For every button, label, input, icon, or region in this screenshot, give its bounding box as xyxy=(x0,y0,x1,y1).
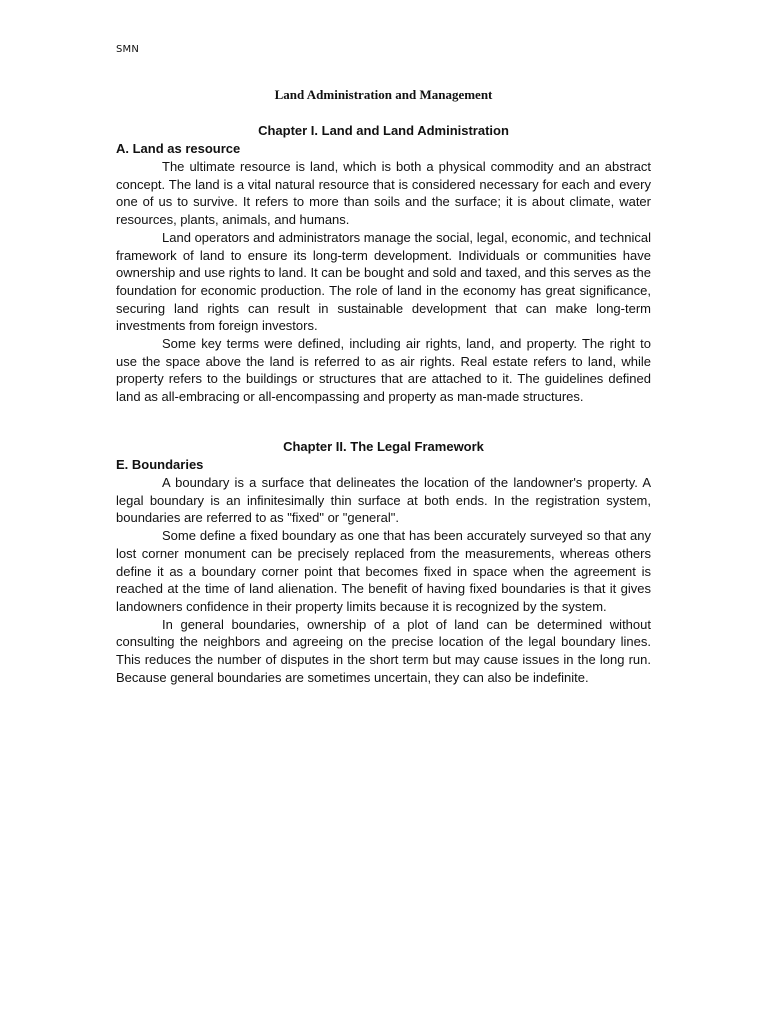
chapter-2-title: Chapter II. The Legal Framework xyxy=(283,439,484,454)
paragraph: The ultimate resource is land, which is both a physical commodity and an abstract concept. The land is a vital natural resource that is considered necessary for each and every one of us to survive. It refers to more than soils and the surface; it is about climate, water resources, plants, animals, and humans. xyxy=(116,159,651,228)
paragraph: Some key terms were defined, including air rights, land, and property. The right to use the space above the land is referred to as air rights. Real estate refers to land, while property refers to the buildings or structures that are attached to it. The guidelines defined land as all-embracing or all-encompassing and property as man-made structures. xyxy=(116,336,651,405)
chapter-2-section xyxy=(116,438,651,686)
paragraph: Land operators and administrators manage the social, legal, economic, and technical framework of land to ensure its long-term development. Individuals or communities have ownership and use rights to land. It can be bought and sold and taxed, and this serves as the foundation for economic production. The role of land in the economy has great significance, securing land rights can result in sustainable development that can make long-term investments from foreign investors. xyxy=(116,229,651,334)
document-title: Land Administration and Management xyxy=(274,87,493,102)
section-heading-boundaries: E. Boundaries xyxy=(116,457,204,472)
chapter-1-title: Chapter I. Land and Land Administration xyxy=(258,123,509,138)
chapter-1-section xyxy=(116,122,651,406)
paragraph: Some define a fixed boundary as one that has been accurately surveyed so that any lost corner monument can be precisely replaced from the measurements, whereas others define it as a boundary corner point that becomes fixed in space when the agreement is reached at the time of land alienation. The benefit of having fixed boundaries is that it gives landowners confidence in their property limits because it is recognized by the system. xyxy=(116,528,651,614)
paragraph: In general boundaries, ownership of a plot of land can be determined without consulting the neighbors and agreeing on the precise location of the legal boundary lines. This reduces the number of disputes in the short term but may cause issues in the long run. Because general boundaries are sometimes uncertain, they can also be indefinite. xyxy=(116,616,651,685)
section-heading-land-as-resource: A. Land as resource xyxy=(116,141,241,156)
header-mark: SMN xyxy=(116,44,140,55)
paragraph: A boundary is a surface that delineates the location of the landowner's property. A legal boundary is an infinitesimally thin surface at both ends. In the registration system, boundaries are referred to as "fixed" or "general". xyxy=(116,475,651,526)
